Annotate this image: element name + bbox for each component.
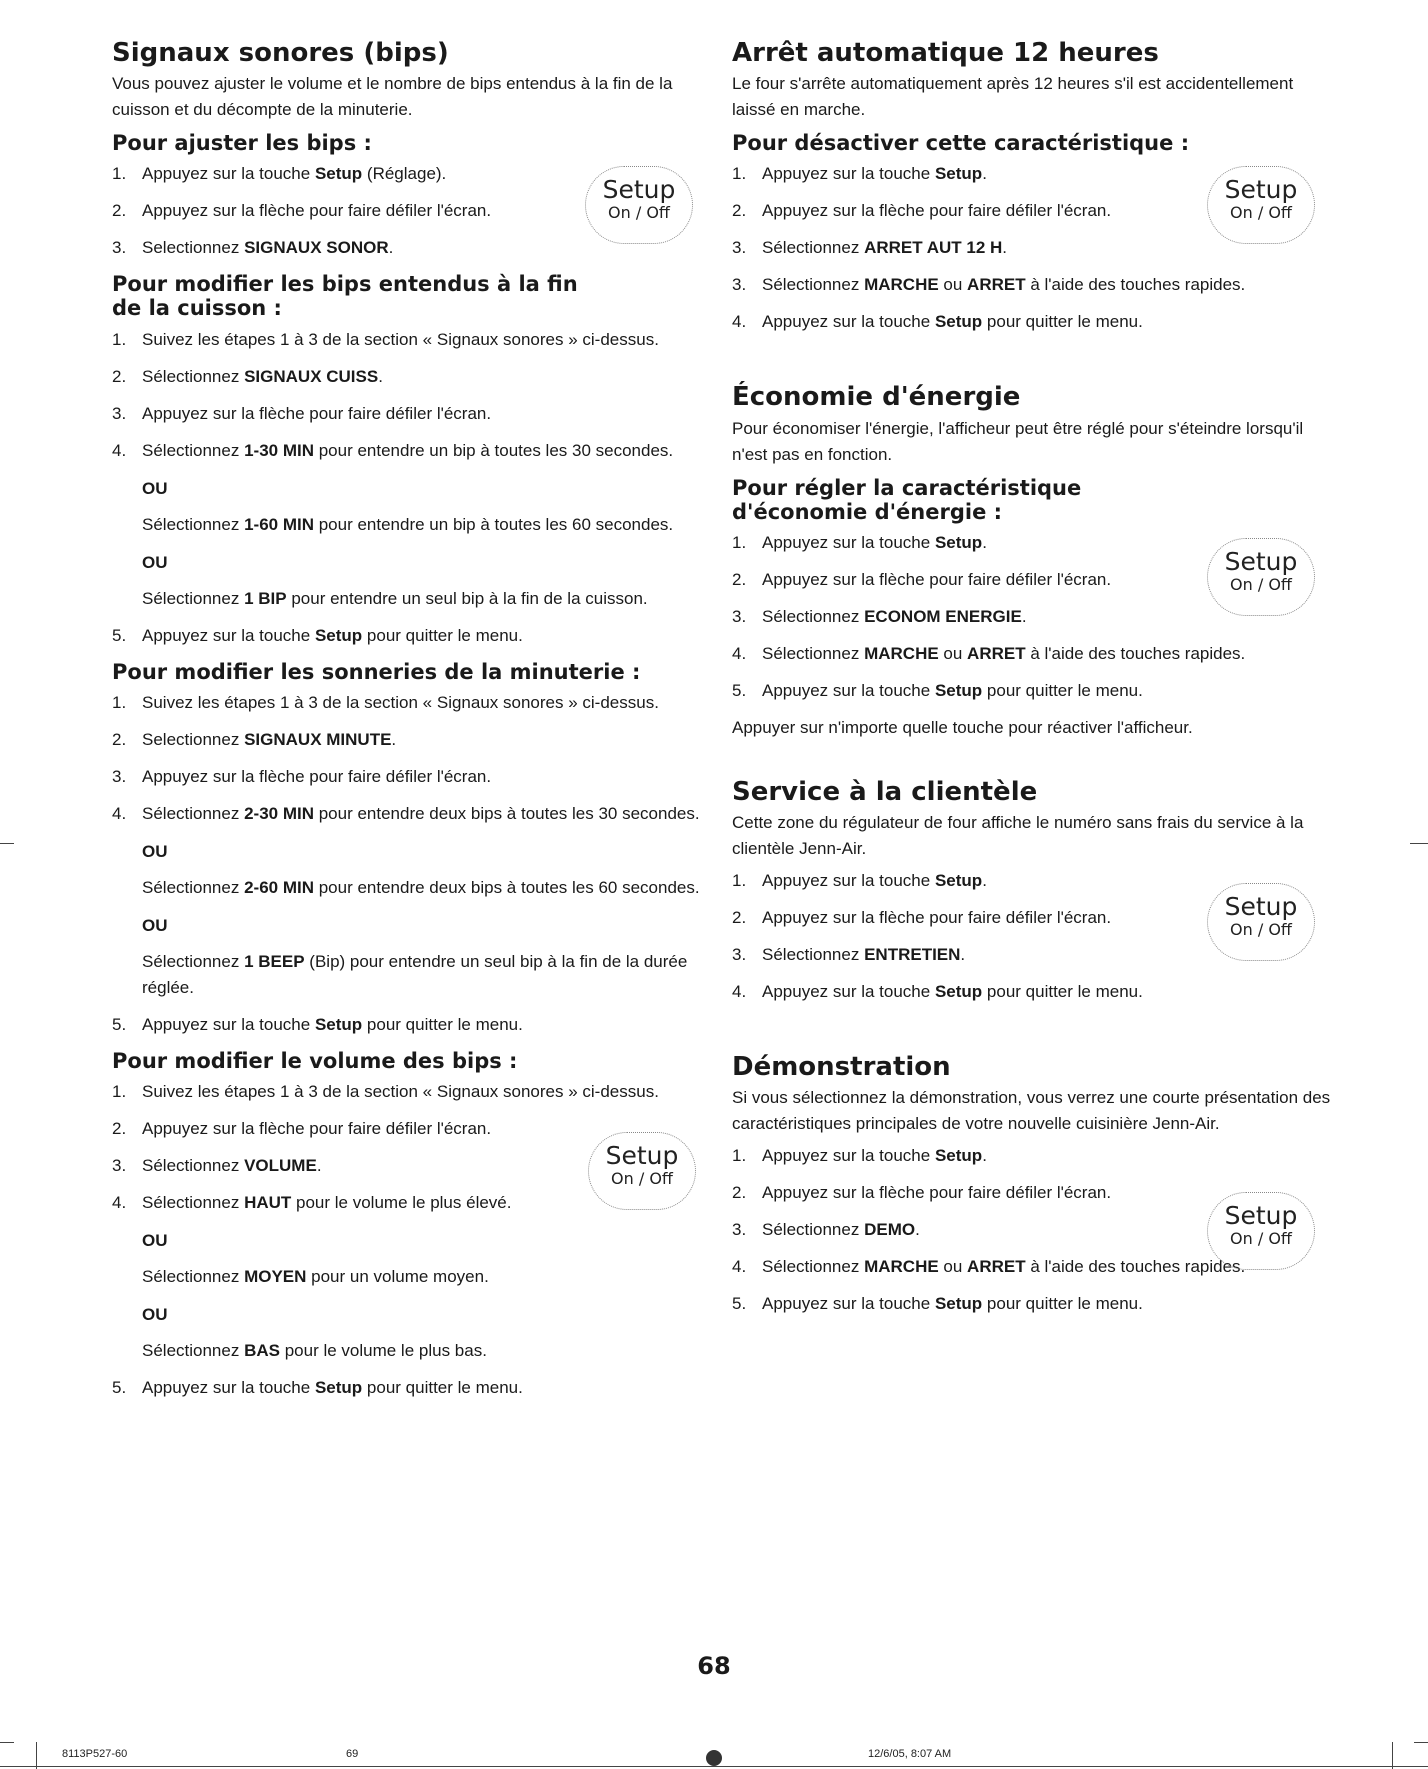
- list-item: 4. Sélectionnez MARCHE ou ARRET à l'aide des touches rapides.: [732, 643, 1246, 663]
- arret-intro: Le four s'arrête automatiquement après 12 heures s'il est accidentellement laissé en marche.: [732, 74, 1294, 120]
- list-item: 1. Suivez les étapes 1 à 3 de la section « Signaux sonores » ci-dessus.: [112, 692, 659, 712]
- volume-steps: [112, 1079, 712, 1401]
- or-label: OU: [142, 552, 168, 572]
- footer-date: 12/6/05, 8:07 AM: [868, 1748, 952, 1760]
- alternative-option: Sélectionnez MOYEN pour un volume moyen.: [142, 1266, 489, 1286]
- list-item: 3. Sélectionnez MARCHE ou ARRET à l'aide des touches rapides.: [732, 275, 1246, 295]
- section-title-service-clientele: Service à la clientèle: [732, 776, 1038, 807]
- list-item: 5. Appuyez sur la touche Setup pour quitter le menu.: [112, 1377, 523, 1397]
- list-item: 2. Appuyez sur la flèche pour faire défiler l'écran.: [732, 1183, 1112, 1203]
- registration-target-icon: [706, 1750, 722, 1766]
- demo-intro: Si vous sélectionnez la démonstration, vous verrez une courte présentation des caractéristiques principales de votre nouvelle cuisinière Jenn-Air.: [732, 1088, 1331, 1134]
- setup-button-illustration: Setup On / Off: [588, 1132, 696, 1210]
- list-item: 5. Appuyez sur la touche Setup pour quitter le menu.: [112, 1014, 523, 1034]
- subtitle-ajuster-bips: Pour ajuster les bips :: [112, 131, 372, 156]
- list-item: 2. Sélectionnez SIGNAUX CUISS.: [112, 366, 383, 386]
- crop-mark: [1392, 1742, 1393, 1769]
- list-item: 3. Sélectionnez ENTRETIEN.: [732, 944, 966, 964]
- subtitle-desactiver: Pour désactiver cette caractéristique :: [732, 131, 1190, 156]
- setup-button-illustration: Setup On / Off: [1207, 166, 1315, 244]
- list-item: 4. Appuyez sur la touche Setup pour quitter le menu.: [732, 981, 1143, 1001]
- list-item: 1. Appuyez sur la touche Setup.: [732, 870, 987, 890]
- list-item: 3. Sélectionnez DEMO.: [732, 1220, 920, 1240]
- list-item: 4. Appuyez sur la touche Setup pour quitter le menu.: [732, 312, 1143, 332]
- list-item: 5. Appuyez sur la touche Setup pour quitter le menu.: [732, 1294, 1143, 1314]
- list-item: 4. Sélectionnez MARCHE ou ARRET à l'aide des touches rapides.: [732, 1257, 1246, 1277]
- list-item: 1. Appuyez sur la touche Setup.: [732, 164, 987, 184]
- registration-mark: [0, 843, 14, 844]
- list-item: 3. Selectionnez SIGNAUX SONOR.: [112, 238, 394, 258]
- footer-code: 8113P527-60: [62, 1748, 128, 1760]
- list-item: 5. Appuyez sur la touche Setup pour quitter le menu.: [732, 680, 1143, 700]
- setup-button-illustration: Setup On / Off: [1207, 883, 1315, 961]
- list-item: 1. Suivez les étapes 1 à 3 de la section « Signaux sonores » ci-dessus.: [112, 329, 659, 349]
- minuterie-steps: [112, 690, 712, 1038]
- setup-button-illustration: Setup On / Off: [585, 166, 693, 244]
- alternative-option: Sélectionnez 1 BEEP (Bip) pour entendre un seul bip à la fin de la durée réglée.: [142, 951, 688, 997]
- list-item: 2. Selectionnez SIGNAUX MINUTE.: [112, 729, 397, 749]
- list-item: 3. Appuyez sur la flèche pour faire défiler l'écran.: [112, 766, 492, 786]
- section-title-signaux-sonores: Signaux sonores (bips): [112, 38, 449, 68]
- list-item: 2. Appuyez sur la flèche pour faire défiler l'écran.: [732, 907, 1112, 927]
- list-item: 4. Sélectionnez HAUT pour le volume le plus élevé. OU Sélectionnez MOYEN pour un volume moyen. OU Sélectionnez BAS pour le volume le plus bas.: [112, 1190, 712, 1364]
- or-label: OU: [142, 1230, 168, 1250]
- list-item: 2. Appuyez sur la flèche pour faire défiler l'écran.: [732, 569, 1112, 589]
- crop-mark: [36, 1742, 37, 1769]
- list-item: 3. Sélectionnez ARRET AUT 12 H.: [732, 238, 1008, 258]
- list-item: 2. Appuyez sur la flèche pour faire défiler l'écran.: [732, 201, 1112, 221]
- subtitle-sonneries-minuterie: Pour modifier les sonneries de la minuterie :: [112, 659, 641, 684]
- list-item: 4. Sélectionnez 1-30 MIN pour entendre un bip à toutes les 30 secondes. OU Sélectionnez 1-60 MIN pour entendre un bip à toutes les 60 secondes. OU Sélectionnez 1 BIP pour entendre un seul bip à la fin de la cuisson.: [112, 438, 712, 612]
- setup-button-illustration: Setup On / Off: [1207, 538, 1315, 616]
- list-item: 2. Appuyez sur la flèche pour faire défiler l'écran.: [112, 1118, 492, 1138]
- section-title-demonstration: Démonstration: [732, 1051, 951, 1082]
- alternative-option: Sélectionnez 1 BIP pour entendre un seul bip à la fin de la cuisson.: [142, 588, 648, 608]
- list-item: 1. Appuyez sur la touche Setup.: [732, 532, 987, 552]
- list-item: 1. Appuyez sur la touche Setup.: [732, 1146, 987, 1166]
- setup-button-illustration: Setup On / Off: [1207, 1192, 1315, 1270]
- subtitle-modifier-bips-fin: Pour modifier les bips entendus à la fin de la cuisson :: [112, 272, 578, 321]
- section-title-arret-automatique: Arrêt automatique 12 heures: [732, 38, 1159, 68]
- crop-mark: [1414, 1742, 1428, 1743]
- economie-note: Appuyer sur n'importe quelle touche pour réactiver l'afficheur.: [732, 717, 1193, 737]
- service-intro: Cette zone du régulateur de four affiche le numéro sans frais du service à la clientèle Jenn-Air.: [732, 812, 1304, 858]
- list-item: 3. Sélectionnez ECONOM ENERGIE.: [732, 606, 1027, 626]
- alternative-option: Sélectionnez 2-60 MIN pour entendre deux bips à toutes les 60 secondes.: [142, 877, 700, 897]
- list-item: 3. Appuyez sur la flèche pour faire défiler l'écran.: [112, 403, 492, 423]
- list-item: 3. Sélectionnez VOLUME.: [112, 1155, 322, 1175]
- page-number: 68: [697, 1652, 731, 1680]
- list-item: 4. Sélectionnez 2-30 MIN pour entendre deux bips à toutes les 30 secondes. OU Sélectionnez 2-60 MIN pour entendre deux bips à toutes les 60 secondes. OU Sélectionnez 1 BEEP (Bip) pour entendre un seul bip à la fin de la durée réglée.: [112, 801, 712, 1001]
- registration-mark: [1410, 843, 1428, 844]
- subtitle-volume-bips: Pour modifier le volume des bips :: [112, 1048, 518, 1073]
- footer-rule: [0, 1766, 1428, 1767]
- or-label: OU: [142, 1304, 168, 1324]
- list-item: 5. Appuyez sur la touche Setup pour quitter le menu.: [112, 625, 523, 645]
- crop-mark: [0, 1742, 14, 1743]
- subtitle-regler-economie: Pour régler la caractéristique d'économie d'énergie :: [732, 475, 1082, 524]
- economie-intro: Pour économiser l'énergie, l'afficheur peut être réglé pour s'éteindre lorsqu'il n'est pas en fonction.: [732, 418, 1304, 464]
- list-item: 1. Suivez les étapes 1 à 3 de la section « Signaux sonores » ci-dessus.: [112, 1081, 659, 1101]
- alternative-option: Sélectionnez BAS pour le volume le plus bas.: [142, 1340, 487, 1360]
- signaux-intro: Vous pouvez ajuster le volume et le nombre de bips entendus à la fin de la cuisson et du décompte de la minuterie.: [112, 74, 673, 120]
- footer-page: 69: [346, 1748, 359, 1760]
- or-label: OU: [142, 478, 168, 498]
- alternative-option: Sélectionnez 1-60 MIN pour entendre un bip à toutes les 60 secondes.: [142, 514, 674, 534]
- list-item: 2. Appuyez sur la flèche pour faire défiler l'écran.: [112, 201, 492, 221]
- section-title-economie-energie: Économie d'énergie: [732, 382, 1021, 413]
- modifier-fin-steps: [112, 327, 712, 649]
- or-label: OU: [142, 915, 168, 935]
- list-item: 1. Appuyez sur la touche Setup (Réglage).: [112, 164, 447, 184]
- or-label: OU: [142, 841, 168, 861]
